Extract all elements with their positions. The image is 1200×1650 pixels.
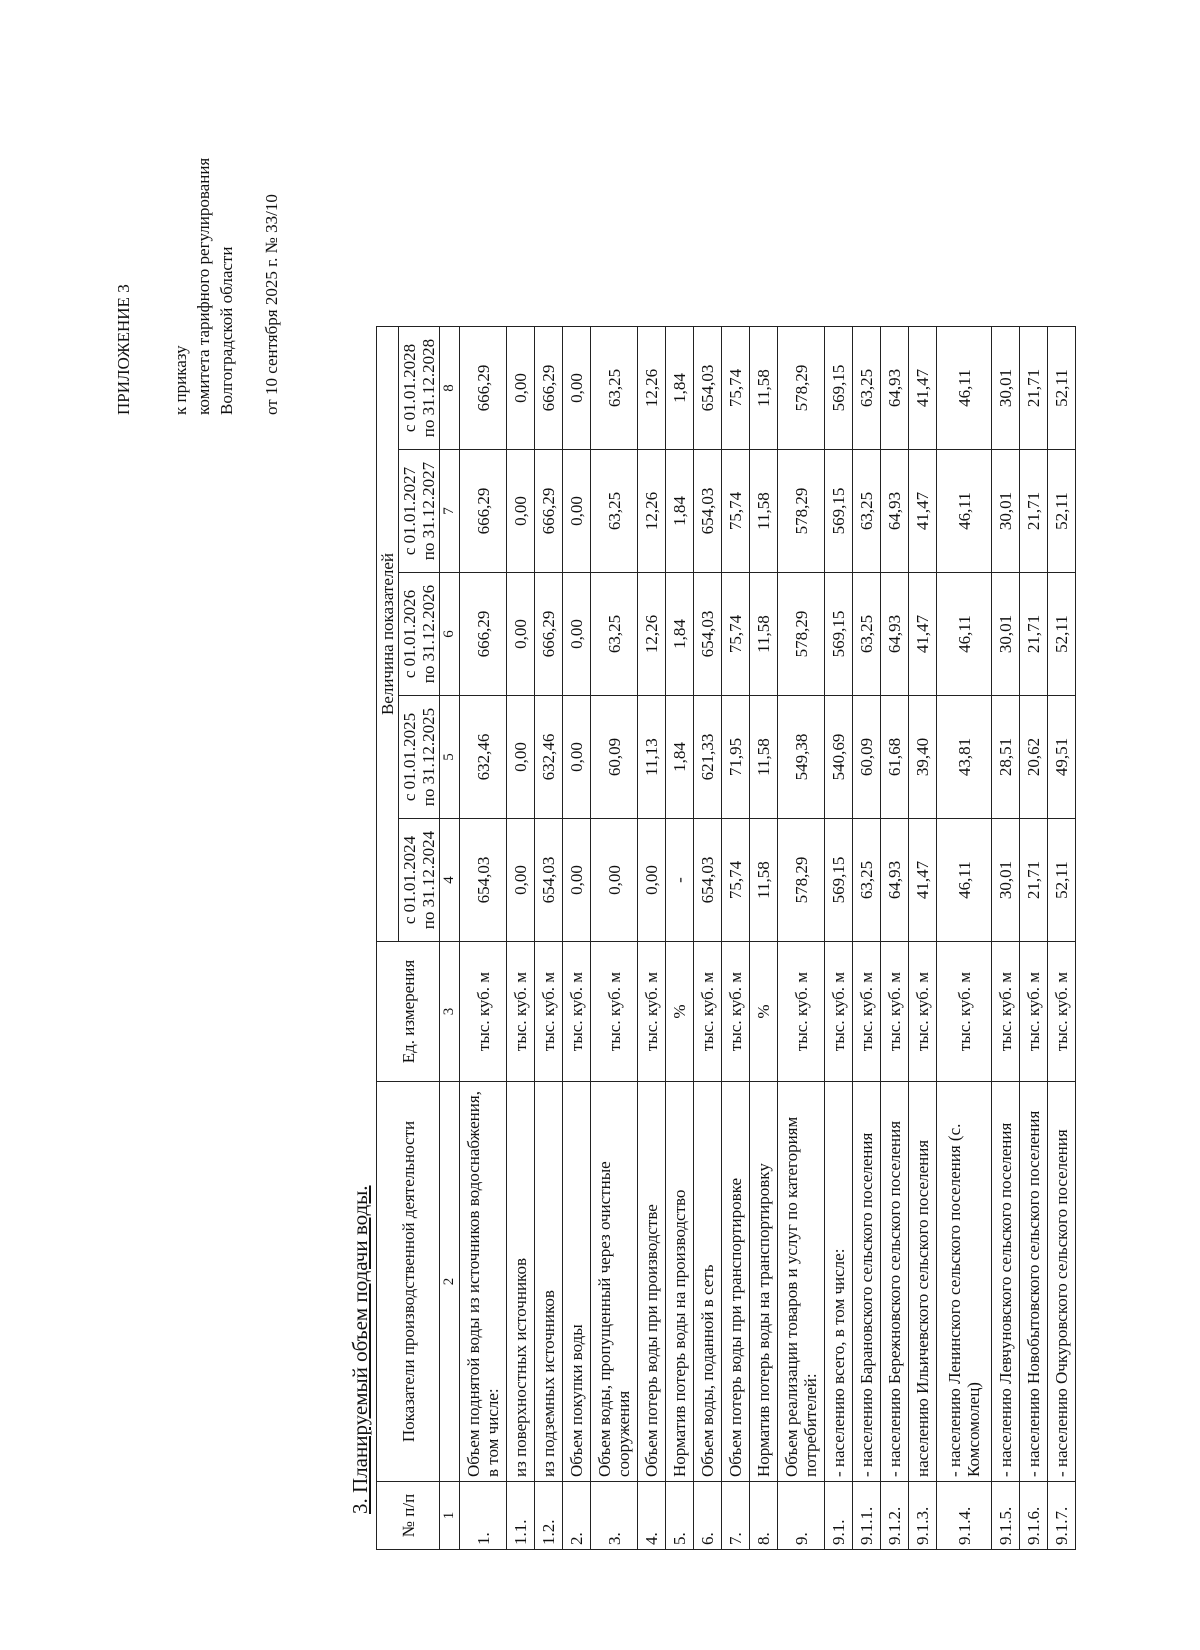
- table-row: [853, 327, 881, 1550]
- row-indicator: Объем воды, поданной в сеть: [694, 1082, 722, 1482]
- row-number: 3.: [591, 1482, 638, 1550]
- period-start: с 01.01.2026: [400, 589, 419, 679]
- header-period: [399, 696, 440, 819]
- row-value: 549,38: [778, 696, 825, 819]
- row-value: 75,74: [722, 819, 750, 942]
- row-value: 578,29: [778, 327, 825, 450]
- row-value: 46,11: [937, 573, 992, 696]
- column-number: 7: [440, 450, 460, 573]
- header-period: [399, 573, 440, 696]
- row-indicator: - населению Очкуровского сельского поселения: [1048, 1082, 1076, 1482]
- period-end: по 31.12.2025: [419, 707, 438, 807]
- row-value: 578,29: [778, 450, 825, 573]
- column-number: 8: [440, 327, 460, 450]
- row-value: 71,95: [722, 696, 750, 819]
- table-row: [825, 327, 853, 1550]
- column-number: 5: [440, 696, 460, 819]
- table-row: [535, 327, 563, 1550]
- row-value: 569,15: [825, 450, 853, 573]
- column-number: 6: [440, 573, 460, 696]
- row-indicator: Объем реализации товаров и услуг по категориям потребителей:: [778, 1082, 825, 1482]
- table-row: [666, 327, 694, 1550]
- appendix-header: [112, 158, 283, 415]
- row-number: 1.: [460, 1482, 507, 1550]
- table-row: [591, 327, 638, 1550]
- row-value: 63,25: [853, 450, 881, 573]
- row-value: 578,29: [778, 573, 825, 696]
- header-group: Величина показателей: [377, 327, 399, 942]
- column-number: 2: [440, 1082, 460, 1482]
- period-start: с 01.01.2027: [400, 466, 419, 556]
- row-value: 21,71: [1020, 327, 1048, 450]
- row-value: 28,51: [992, 696, 1020, 819]
- row-number: 8.: [750, 1482, 778, 1550]
- row-number: 9.1.3.: [909, 1482, 937, 1550]
- row-value: 52,11: [1048, 327, 1076, 450]
- table-row: [881, 327, 909, 1550]
- row-indicator: Объем воды, пропущенный через очистные сооружения: [591, 1082, 638, 1482]
- row-value: 43,81: [937, 696, 992, 819]
- section-title: 3. Планируемый объем подачи воды.: [348, 1185, 372, 1514]
- row-indicator: - населению Барановского сельского поселения: [853, 1082, 881, 1482]
- row-value: 654,03: [694, 450, 722, 573]
- table-row: [460, 327, 507, 1550]
- row-value: 1,84: [666, 327, 694, 450]
- row-value: 578,29: [778, 819, 825, 942]
- row-indicator: - населению всего, в том числе:: [825, 1082, 853, 1482]
- row-value: 540,69: [825, 696, 853, 819]
- row-value: 654,03: [694, 327, 722, 450]
- water-supply-table: [376, 326, 1076, 1550]
- row-value: 30,01: [992, 573, 1020, 696]
- appendix-title: ПРИЛОЖЕНИЕ 3: [114, 284, 133, 415]
- row-value: 11,58: [750, 327, 778, 450]
- row-value: 52,11: [1048, 450, 1076, 573]
- row-value: 63,25: [591, 450, 638, 573]
- row-indicator: Норматив потерь воды на транспортировку: [750, 1082, 778, 1482]
- row-value: 1,84: [666, 450, 694, 573]
- row-value: 64,93: [881, 573, 909, 696]
- row-indicator: - населению Ленинского сельского поселения (с. Комсомолец): [937, 1082, 992, 1482]
- row-number: 9.1.4.: [937, 1482, 992, 1550]
- header-num: № п/п: [377, 1482, 440, 1550]
- row-value: 0,00: [507, 573, 535, 696]
- table-row: [778, 327, 825, 1550]
- header-period: [399, 819, 440, 942]
- row-number: 9.1.5.: [992, 1482, 1020, 1550]
- row-unit: тыс. куб. м: [937, 942, 992, 1082]
- row-value: 0,00: [563, 450, 591, 573]
- table-row: [507, 327, 535, 1550]
- header-period: [399, 450, 440, 573]
- row-value: 569,15: [825, 819, 853, 942]
- table-row: [563, 327, 591, 1550]
- row-value: 11,13: [638, 696, 666, 819]
- row-indicator: Объем поднятой воды из источников водоснабжения, в том числе:: [460, 1082, 507, 1482]
- row-value: 60,09: [591, 696, 638, 819]
- row-value: 30,01: [992, 819, 1020, 942]
- row-indicator: населению Ильичевского сельского поселения: [909, 1082, 937, 1482]
- row-value: 621,33: [694, 696, 722, 819]
- row-value: 0,00: [507, 819, 535, 942]
- column-number: 4: [440, 819, 460, 942]
- row-value: 41,47: [909, 327, 937, 450]
- row-indicator: Норматив потерь воды на производство: [666, 1082, 694, 1482]
- row-number: 9.1.7.: [1048, 1482, 1076, 1550]
- row-unit: тыс. куб. м: [778, 942, 825, 1082]
- row-value: 30,01: [992, 327, 1020, 450]
- order-line-2: комитета тарифного регулирования: [194, 157, 213, 415]
- row-unit: тыс. куб. м: [563, 942, 591, 1082]
- row-value: 64,93: [881, 327, 909, 450]
- row-value: 654,03: [460, 819, 507, 942]
- row-unit: тыс. куб. м: [853, 942, 881, 1082]
- row-unit: тыс. куб. м: [1020, 942, 1048, 1082]
- row-value: 12,26: [638, 327, 666, 450]
- row-value: 666,29: [535, 450, 563, 573]
- row-value: 1,84: [666, 696, 694, 819]
- row-value: 60,09: [853, 696, 881, 819]
- order-date: от 10 сентября 2025 г. № 33/10: [262, 194, 281, 415]
- header-row-1: [377, 327, 399, 1550]
- row-indicator: - населению Левчуновского сельского поселения: [992, 1082, 1020, 1482]
- row-number: 6.: [694, 1482, 722, 1550]
- row-unit: тыс. куб. м: [591, 942, 638, 1082]
- row-value: -: [666, 819, 694, 942]
- row-value: 46,11: [937, 450, 992, 573]
- row-unit: тыс. куб. м: [992, 942, 1020, 1082]
- row-indicator: из подземных источников: [535, 1082, 563, 1482]
- table-row: [750, 327, 778, 1550]
- row-value: 21,71: [1020, 819, 1048, 942]
- row-value: 0,00: [507, 696, 535, 819]
- row-indicator: из поверхностных источников: [507, 1082, 535, 1482]
- table-row: [1048, 327, 1076, 1550]
- row-value: 20,62: [1020, 696, 1048, 819]
- row-value: 63,25: [853, 327, 881, 450]
- row-value: 654,03: [535, 819, 563, 942]
- row-value: 63,25: [591, 573, 638, 696]
- row-unit: %: [750, 942, 778, 1082]
- row-number: 9.1.: [825, 1482, 853, 1550]
- row-value: 75,74: [722, 327, 750, 450]
- header-period: [399, 327, 440, 450]
- row-value: 61,68: [881, 696, 909, 819]
- row-value: 569,15: [825, 573, 853, 696]
- row-value: 11,58: [750, 450, 778, 573]
- row-value: 12,26: [638, 573, 666, 696]
- table-row: [1020, 327, 1048, 1550]
- row-value: 46,11: [937, 327, 992, 450]
- column-numbers-row: [440, 327, 460, 1550]
- row-unit: тыс. куб. м: [460, 942, 507, 1082]
- table-body: [460, 327, 1076, 1550]
- row-value: 632,46: [460, 696, 507, 819]
- row-value: 39,40: [909, 696, 937, 819]
- row-indicator: Объем покупки воды: [563, 1082, 591, 1482]
- row-unit: тыс. куб. м: [722, 942, 750, 1082]
- row-value: 63,25: [853, 819, 881, 942]
- row-number: 2.: [563, 1482, 591, 1550]
- row-value: 654,03: [694, 819, 722, 942]
- row-value: 11,58: [750, 573, 778, 696]
- row-value: 41,47: [909, 573, 937, 696]
- row-value: 666,29: [460, 573, 507, 696]
- row-unit: тыс. куб. м: [881, 942, 909, 1082]
- header-unit: Ед. измерения: [377, 942, 440, 1082]
- row-value: 64,93: [881, 450, 909, 573]
- row-indicator: Объем потерь воды при транспортировке: [722, 1082, 750, 1482]
- row-value: 64,93: [881, 819, 909, 942]
- row-value: 0,00: [591, 819, 638, 942]
- row-value: 49,51: [1048, 696, 1076, 819]
- period-end: по 31.12.2028: [419, 338, 438, 438]
- column-number: 1: [440, 1482, 460, 1550]
- table-row: [722, 327, 750, 1550]
- row-value: 75,74: [722, 450, 750, 573]
- row-number: 7.: [722, 1482, 750, 1550]
- row-value: 21,71: [1020, 450, 1048, 573]
- row-value: 0,00: [563, 327, 591, 450]
- row-value: 52,11: [1048, 573, 1076, 696]
- row-number: 9.1.2.: [881, 1482, 909, 1550]
- table-row: [937, 327, 992, 1550]
- row-value: 21,71: [1020, 573, 1048, 696]
- row-value: 0,00: [563, 819, 591, 942]
- row-unit: тыс. куб. м: [1048, 942, 1076, 1082]
- period-start: с 01.01.2025: [400, 712, 419, 802]
- row-indicator: - населению Бережновского сельского поселения: [881, 1082, 909, 1482]
- table-row: [638, 327, 666, 1550]
- header-name: Показатели производственной деятельности: [377, 1082, 440, 1482]
- row-value: 46,11: [937, 819, 992, 942]
- row-number: 1.2.: [535, 1482, 563, 1550]
- row-number: 5.: [666, 1482, 694, 1550]
- row-value: 30,01: [992, 450, 1020, 573]
- row-number: 4.: [638, 1482, 666, 1550]
- row-indicator: - населению Новобытовского сельского поселения: [1020, 1082, 1048, 1482]
- row-value: 0,00: [507, 327, 535, 450]
- row-value: 0,00: [563, 573, 591, 696]
- row-number: 1.1.: [507, 1482, 535, 1550]
- row-number: 9.: [778, 1482, 825, 1550]
- row-value: 11,58: [750, 696, 778, 819]
- row-value: 666,29: [535, 573, 563, 696]
- table-row: [694, 327, 722, 1550]
- row-value: 52,11: [1048, 819, 1076, 942]
- order-line-1: к приказу: [171, 345, 190, 415]
- row-value: 632,46: [535, 696, 563, 819]
- row-unit: %: [666, 942, 694, 1082]
- row-number: 9.1.1.: [853, 1482, 881, 1550]
- table-row: [992, 327, 1020, 1550]
- row-unit: тыс. куб. м: [694, 942, 722, 1082]
- period-end: по 31.12.2026: [419, 584, 438, 684]
- row-value: 0,00: [507, 450, 535, 573]
- row-value: 569,15: [825, 327, 853, 450]
- column-number: 3: [440, 942, 460, 1082]
- row-value: 63,25: [853, 573, 881, 696]
- row-value: 0,00: [638, 819, 666, 942]
- row-value: 11,58: [750, 819, 778, 942]
- period-end: по 31.12.2024: [419, 830, 438, 930]
- row-value: 75,74: [722, 573, 750, 696]
- row-value: 666,29: [535, 327, 563, 450]
- period-start: с 01.01.2024: [400, 835, 419, 925]
- row-value: 666,29: [460, 450, 507, 573]
- row-value: 0,00: [563, 696, 591, 819]
- row-unit: тыс. куб. м: [909, 942, 937, 1082]
- row-value: 12,26: [638, 450, 666, 573]
- row-value: 666,29: [460, 327, 507, 450]
- table-row: [909, 327, 937, 1550]
- row-value: 41,47: [909, 450, 937, 573]
- row-unit: тыс. куб. м: [638, 942, 666, 1082]
- row-value: 654,03: [694, 573, 722, 696]
- period-end: по 31.12.2027: [419, 461, 438, 561]
- row-number: 9.1.6.: [1020, 1482, 1048, 1550]
- row-unit: тыс. куб. м: [825, 942, 853, 1082]
- row-unit: тыс. куб. м: [507, 942, 535, 1082]
- period-start: с 01.01.2028: [400, 343, 419, 433]
- row-value: 1,84: [666, 573, 694, 696]
- row-value: 63,25: [591, 327, 638, 450]
- row-unit: тыс. куб. м: [535, 942, 563, 1082]
- row-indicator: Объем потерь воды при производстве: [638, 1082, 666, 1482]
- order-line-3: Волгоградской области: [217, 246, 236, 415]
- row-value: 41,47: [909, 819, 937, 942]
